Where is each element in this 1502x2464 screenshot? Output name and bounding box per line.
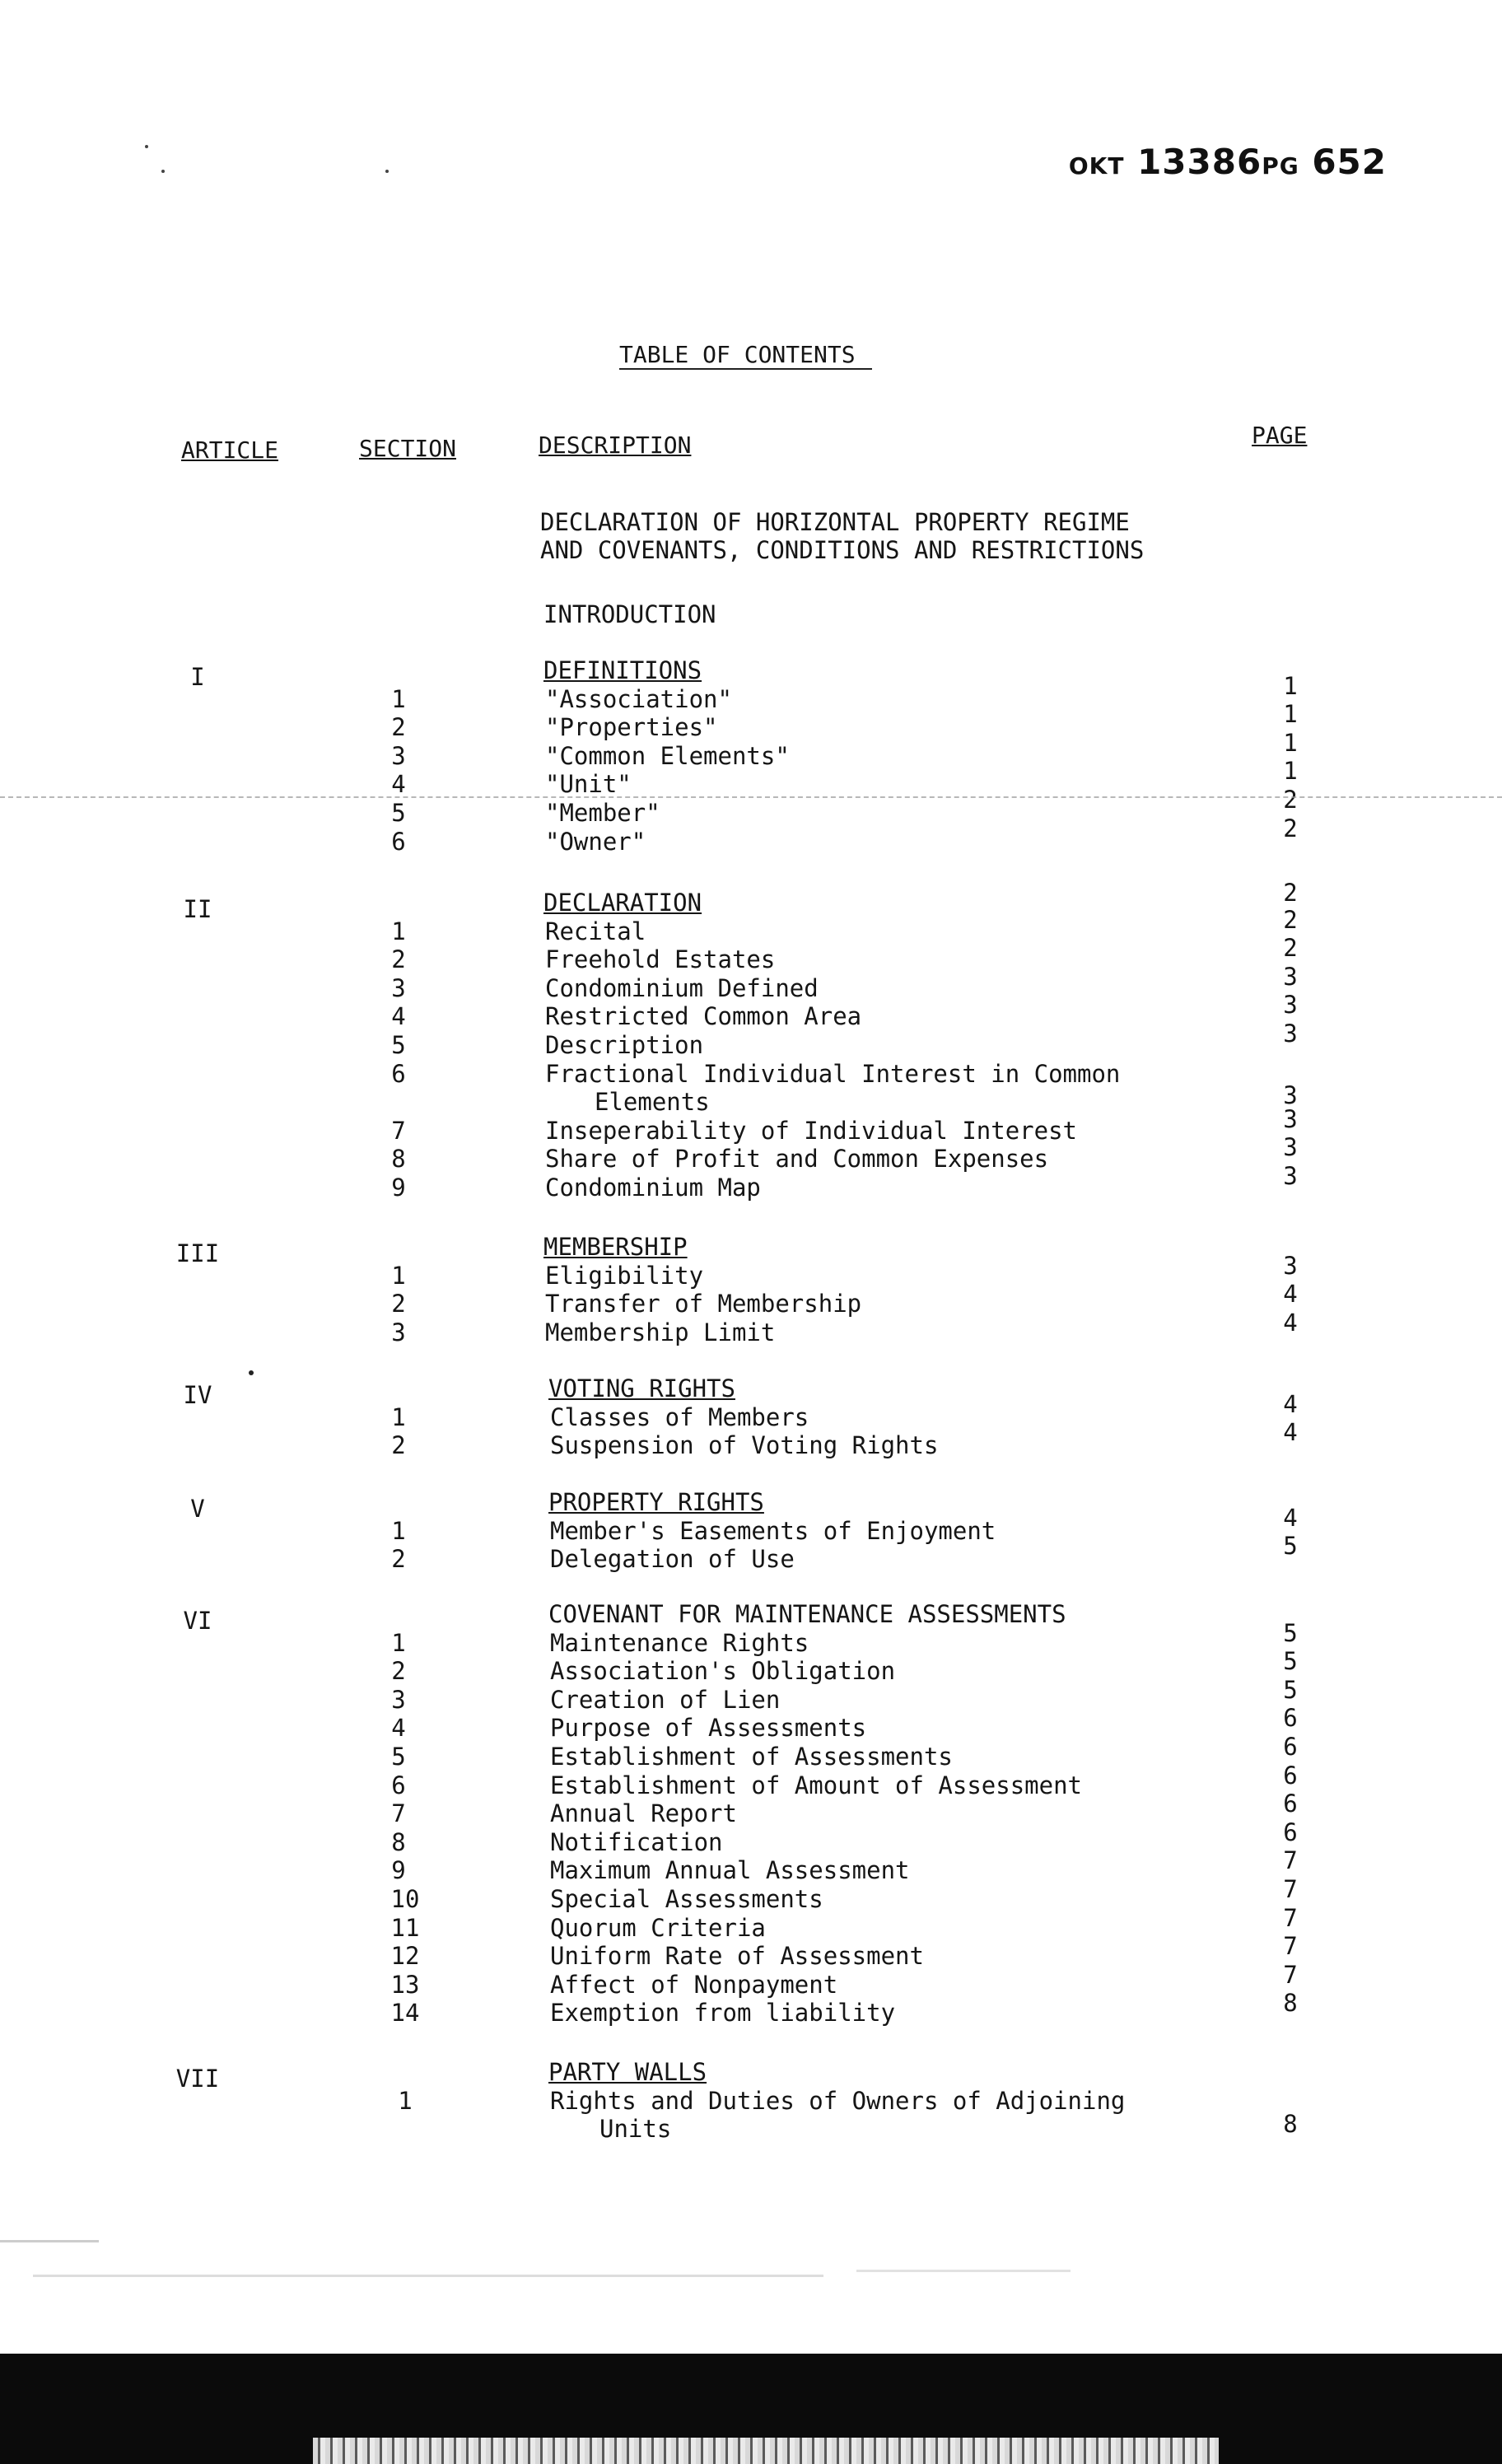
book-page-number: 652 [1312,142,1387,182]
section-description: Exemption from liability [550,1999,896,2028]
section-description: Annual Report [550,1799,737,1828]
section-page: 2 [1283,934,1298,963]
section-page: 6 [1283,1704,1298,1733]
section-page: 5 [1283,1647,1298,1676]
section-number: 3 [391,1318,406,1346]
section-number: 2 [391,1290,406,1318]
section-description: Recital [545,917,646,945]
section-description: Classes of Members [550,1402,809,1431]
section-number: 6 [391,827,406,856]
section-description: Creation of Lien [550,1685,781,1714]
section-number: 5 [391,1031,406,1059]
section-number: 4 [391,1002,406,1031]
section-number: 2 [391,1657,406,1686]
section-page: 4 [1283,1308,1298,1337]
section-number: 2 [391,945,406,974]
column-header-page: PAGE [1252,422,1308,449]
section-number: 8 [391,1145,406,1174]
section-description: Notification [550,1827,723,1856]
section-number: 5 [391,1743,406,1771]
book-number: 13386 [1137,142,1262,182]
section-number: 1 [391,684,406,713]
book-pg-label: PG [1262,152,1299,180]
section-description: Description [545,1031,704,1059]
article-number: VI [183,1607,212,1635]
section-number: 5 [391,799,406,827]
section-number: 2 [391,1431,406,1460]
section-number: 6 [391,1771,406,1799]
section-description: Delegation of Use [550,1545,795,1574]
section-page: 3 [1283,962,1298,991]
section-number: 1 [391,917,406,945]
article-heading: VOTING RIGHTS [548,1374,735,1402]
section-page: 5 [1283,1532,1298,1561]
section-page: 6 [1283,1818,1298,1846]
scan-noise [856,2270,1071,2272]
section-number: 13 [390,1970,420,1999]
section-description: Fractional Individual Interest in Common [545,1059,1121,1088]
article-heading: DEFINITIONS [543,656,702,684]
section-page: 7 [1283,1960,1298,1989]
section-page: 5 [1283,1675,1298,1704]
article-heading-page: 2 [1283,879,1298,907]
section-number: 3 [391,973,406,1002]
section-page: 1 [1283,700,1298,729]
article-number: IV [183,1381,212,1409]
book-prefix: OKT [1068,152,1125,180]
section-number: 2 [391,1545,406,1574]
article-number: VII [175,2065,220,2093]
section-number: 1 [391,1261,406,1290]
section-page: 1 [1283,671,1298,700]
section-number: 9 [391,1856,406,1885]
section-description: "Member" [545,799,660,827]
section-description: Affect of Nonpayment [550,1970,838,1999]
section-description: Freehold Estates [545,945,776,974]
article-number: V [190,1495,205,1523]
section-page: 2 [1283,814,1298,842]
section-page: 3 [1283,1251,1298,1280]
section-description: Maintenance Rights [550,1628,809,1657]
section-number: 6 [391,1059,406,1088]
section-description: Establishment of Amount of Assessment [550,1771,1083,1799]
section-page: 5 [1283,1618,1298,1647]
section-description: "Owner" [545,827,646,856]
section-page: 2 [1283,786,1298,814]
section-description: Special Assessments [550,1885,823,1913]
section-number: 3 [391,741,406,770]
section-page: 8 [1283,2110,1298,2139]
section-number: 7 [391,1116,406,1145]
section-description-continued: Elements [595,1088,710,1117]
section-number: 2 [391,713,406,742]
section-page: 4 [1283,1503,1298,1532]
section-page: 3 [1283,1104,1298,1133]
section-number: 1 [391,1516,406,1545]
scan-fold-line [0,796,1502,798]
section-page: 1 [1283,728,1298,757]
scan-speck [249,1370,254,1375]
section-page: 4 [1283,1418,1298,1447]
section-number: 11 [390,1913,420,1942]
section-number: 4 [391,1714,406,1743]
section-page: 8 [1283,1989,1298,2018]
section-description: Eligibility [545,1261,704,1290]
article-number: I [190,663,205,691]
section-description: Restricted Common Area [545,1002,862,1031]
section-number: 4 [391,770,406,799]
section-page: 7 [1283,1875,1298,1903]
section-description: "Unit" [545,770,632,799]
section-description: Share of Profit and Common Expenses [545,1145,1049,1174]
column-header-description: DESCRIPTION [539,432,692,459]
section-page: 1 [1283,757,1298,786]
section-description: Maximum Annual Assessment [550,1856,910,1885]
article-heading: DECLARATION [543,889,702,917]
section-page: 7 [1283,1903,1298,1932]
declaration-title-line-2: AND COVENANTS, CONDITIONS AND RESTRICTIONS [540,536,1145,564]
section-number: 14 [390,1999,420,2028]
section-page: 2 [1283,905,1298,934]
section-description: Rights and Duties of Owners of Adjoining [550,2086,1126,2115]
section-page: 6 [1283,1733,1298,1761]
section-description: "Association" [545,684,732,713]
declaration-title-line-1: DECLARATION OF HORIZONTAL PROPERTY REGIME [540,508,1130,536]
section-number: 10 [390,1885,420,1913]
section-description: "Common Elements" [545,741,790,770]
section-number: 8 [391,1827,406,1856]
article-heading: PARTY WALLS [548,2058,707,2086]
article-number: II [183,895,212,923]
section-number: 1 [391,1402,406,1431]
article-heading: COVENANT FOR MAINTENANCE ASSESSMENTS [548,1600,1066,1628]
section-description: Membership Limit [545,1318,776,1346]
scan-speck [385,170,389,173]
scan-noise [33,2275,823,2277]
section-page: 4 [1283,1389,1298,1418]
toc-title: TABLE OF CONTENTS [619,341,872,370]
article-heading: PROPERTY RIGHTS [548,1488,764,1516]
scan-speck [145,145,148,148]
section-page: 3 [1283,1020,1298,1048]
section-page: 6 [1283,1761,1298,1790]
section-description-continued: Units [599,2115,672,2144]
scan-speck [161,170,165,173]
section-number: 12 [390,1942,420,1971]
section-number: 9 [391,1174,406,1202]
section-number: 1 [391,1628,406,1657]
section-description: Purpose of Assessments [550,1714,867,1743]
section-number: 1 [398,2086,413,2115]
book-page-stamp [1069,142,1387,182]
section-description: Association's Obligation [550,1657,896,1686]
section-page: 3 [1283,991,1298,1020]
section-page: 6 [1283,1790,1298,1818]
section-description: Quorum Criteria [550,1913,766,1942]
section-description: "Properties" [545,713,718,742]
column-header-section: SECTION [359,435,457,462]
introduction-entry: INTRODUCTION [543,600,716,628]
scan-noise [0,2240,99,2242]
scan-bottom-strip [313,2438,1219,2464]
section-number: 3 [391,1685,406,1714]
section-page: 3 [1283,1162,1298,1190]
section-description: Condominium Map [545,1174,761,1202]
column-header-article: ARTICLE [181,436,279,464]
section-page: 3 [1283,1133,1298,1162]
section-description: Transfer of Membership [545,1290,862,1318]
section-number: 7 [391,1799,406,1828]
section-description: Inseperability of Individual Interest [545,1116,1078,1145]
section-page: 7 [1283,1932,1298,1961]
article-number: III [175,1239,220,1267]
section-description: Member's Easements of Enjoyment [550,1516,996,1545]
section-page: 7 [1283,1846,1298,1875]
section-description: Suspension of Voting Rights [550,1431,939,1460]
section-page: 4 [1283,1280,1298,1309]
section-description: Establishment of Assessments [550,1743,953,1771]
article-heading: MEMBERSHIP [543,1233,688,1261]
section-page: 3 [1283,1081,1298,1110]
section-description: Condominium Defined [545,973,819,1002]
section-description: Uniform Rate of Assessment [550,1942,924,1971]
